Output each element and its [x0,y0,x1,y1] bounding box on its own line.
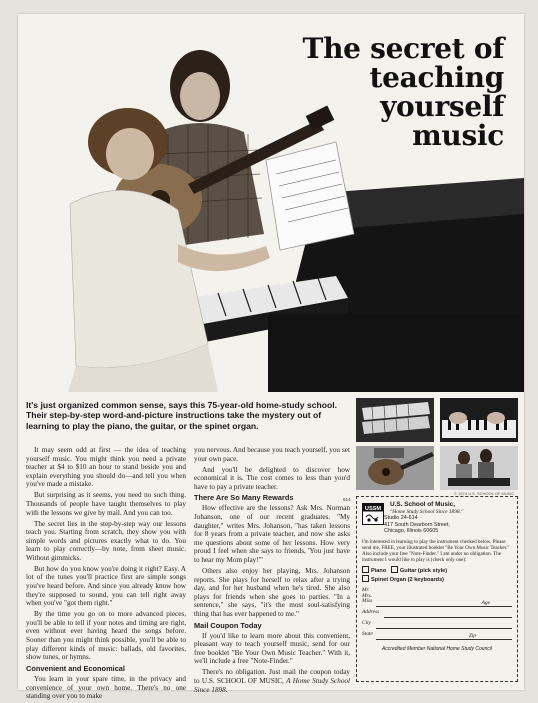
instrument-photos [356,398,518,490]
headline [274,34,504,150]
state-zip-field[interactable] [362,631,512,642]
city-line [376,628,512,629]
instrument-options-row [362,575,512,584]
headline-line-3: music [412,119,504,152]
paragraph: You learn in your spare time, in the privacy and convenience of your own home. There's no one standing over you to make [26,674,186,701]
city-field[interactable] [362,620,512,631]
guitar-label: Guitar (pick style) [399,568,448,575]
intro-paragraph: It's just organized common sense, says this 75-year-old home-study school. Their step-by-step word-and-picture instructions take the mystery out of learning to play the piano, the guitar, or the spinet organ. [26,400,338,431]
city-label: City [362,620,371,627]
age-label: Age [481,600,490,607]
city-line: Chicago, Illinois 60605 [384,528,439,535]
paragraph: By the time you go on to more advanced pieces, you'll be able to tell if your notes and timing are right, even without ever having heard the songs before. Sooner than you might think possible, you'll be able to play different kinds of music: ballads, old favorites, show tunes, or hymns. [26,610,186,662]
organ-checkbox[interactable] [362,575,369,582]
name-field[interactable] [362,587,512,598]
address-field[interactable] [362,609,512,620]
address-label: Address [362,609,380,616]
headline-line-2: teaching yourself [369,61,504,123]
miss-label: Miss [362,598,373,605]
logo-text: USSM [364,506,382,512]
instrument-options [362,566,512,584]
state-line [376,639,512,640]
paragraph: But how do you know you're doing it right? Easy. A lot of the tunes you'll practice first are simple songs you've heard before. And since you already know how they're supposed to sound, you can tell right away when you've "got them right." [26,564,186,608]
guitar-checkbox[interactable] [391,566,398,573]
mail-coupon[interactable] [343,496,518,682]
address-line [384,617,512,618]
studio-line: Studio 24-614 [384,515,418,522]
school-tagline: A Home Study School Since 1898. [194,677,350,694]
piano-label: Piano [371,568,387,575]
coupon-code: 614 [343,497,351,502]
miss-field[interactable] [362,598,512,609]
paragraph: Others also enjoy her playing, Mrs. Johanson reports. She plays for herself to relax after a trying day, and for her husband when he's tired. She also plays for friends when she goes to parties. "In a sentence," she says, "it's the most soul-satisfying thing that has ever happened to me." [194,567,350,618]
paragraph: you nervous. And because you teach yourself, you set your own pace. [194,446,350,463]
zip-label: Zip [468,633,476,640]
school-header [390,501,512,515]
body-column-2 [194,446,350,697]
mrs-label: Mrs. [362,593,373,600]
paragraph: How effective are the lessons? Ask Mrs. Norman Johanson, one of our recent graduates. "My daughter," writes Mrs. Johanson, "has taken lessons for 8 years from a private teacher, and now she asks me questions about some of her lessons. How very proud I feel when she says to friends, 'You just have to hear my Mom play!'" [194,504,350,565]
photo-copyright: © 1974 U.S. SCHOOL OF MUSIC [454,491,515,496]
headline-line-1: The secret of [302,32,504,65]
subheading: Mail Coupon Today [194,620,262,630]
subheading: There Are So Many Rewards [194,493,294,503]
school-subtitle: "Home Study School Since 1898." [390,509,464,515]
state-label: State [362,631,373,638]
mr-label: Mr. [362,587,370,594]
magazine-page [18,14,524,701]
school-name: U.S. School of Music, [390,501,455,508]
name-line [376,606,512,607]
accreditation-note: Accredited Member National Home Study Council [381,646,493,653]
paragraph [194,668,350,694]
paragraph: But surprising as it seems, you need no such thing. Thousands of people have taught themselves to play with the lessons we give by mail. And you can too. [26,491,186,517]
ussm-logo-icon [362,503,384,525]
paragraph: If you'd like to learn more about this convenient, pleasant way to teach yourself music, send for our free booklet "Be Your Own Music Teacher." With it, we'll include a free "Note-Finder." [194,631,350,666]
coupon-request-text: I'm interested in learning to play the instrument checked below. Please send me, FREE, your illustrated booklet "Be Your Own Music Teacher." Also include your free "Note-Finder." I am under no obligation. The instrument I would like to play is (check only one): [362,538,510,564]
street-line: 417 South Dearborn Street, [384,521,450,528]
paragraph: It may seem odd at first — the idea of teaching yourself music. You might think you need a private teacher at $4 to $10 an hour to stand beside you and explain everything you should do—and tell you when you've made a mistake. [26,446,186,489]
school-address [384,515,512,534]
organ-label: Spinet Organ (2 keyboards) [371,577,445,584]
body-column-1 [26,446,186,703]
paragraph: And you'll be delighted to discover how economical it is. The cost comes to less than you'd have to pay a private teacher. [194,465,350,491]
paragraph: The secret lies in the step-by-step way our lessons teach you. Starting from scratch, they show you with simple words and pictures exactly what to do. You learn to play correctly—by note, from sheet music. Without gimmicks. [26,519,186,562]
subheading: Convenient and Economical [26,663,125,673]
instrument-options-row [362,566,512,575]
piano-checkbox[interactable] [362,566,369,573]
paragraph-text: There's no obligation. Just mail the coupon today to U.S. SCHOOL OF MUSIC, [194,668,350,686]
